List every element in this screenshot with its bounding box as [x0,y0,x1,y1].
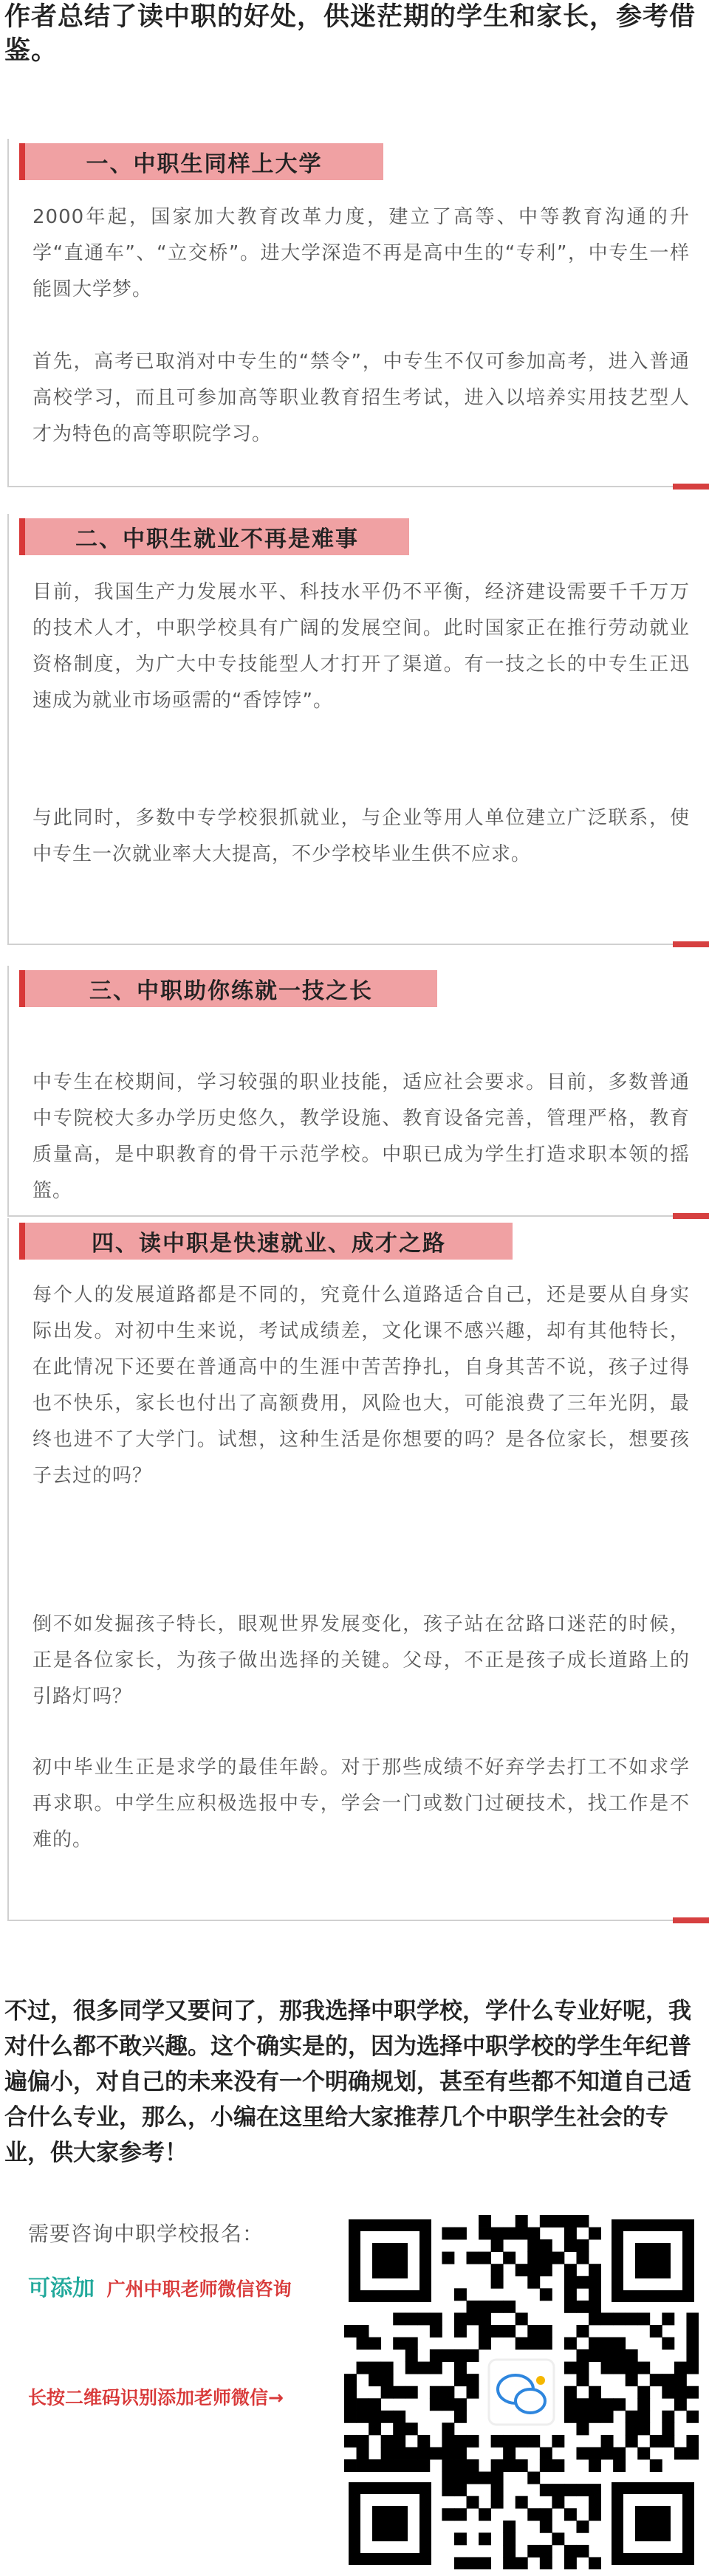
intro-text: 作者总结了读中职的好处，供迷茫期的学生和家长，参考借鉴。 [4,2,696,66]
chat-bubbles-icon [489,2360,554,2425]
section-heading: 一、中职生同样上大学 [19,143,383,180]
section-corner-accent [673,484,709,490]
section-paragraph: 倒不如发掘孩子特长，眼观世界发展变化，孩子站在岔路口迷茫的时候，正是各位家长，为孩子做出选择的关键。父母，不正是孩子成长道路上的引路灯吗？ [32,1613,690,1708]
section-paragraph: 目前，我国生产力发展水平、科技水平仍不平衡，经济建设需要千千万万的技术人才，中职学校具有广阔的发展空间。此时国家正在推行劳动就业资格制度，为广大中专技能型人才打开了渠道。有一技之长的中专生正迅速成为就业市场亟需的“香饽饽”。 [32,581,690,712]
section-paragraph: 中专生在校期间，学习较强的职业技能，适应社会要求。目前，多数普通中专院校大多办学历史悠久，教学设施、教育设备完善，管理严格，教育质量高，是中职教育的骨干示范学校。中职已成为学生打造求职本领的摇篮。 [32,1071,690,1202]
outro-text: 不过，很多同学又要问了，那我选择中职学校，学什么专业好呢，我对什么都不敢兴趣。这个确实是的，因为选择中职学校的学生年纪普遍偏小，对自己的未来没有一个明确规划，甚至有些都不知道自己适合什么专业，那么，小编在这里给大家推荐几个中职学生社会的专业，供大家参考！ [4,1998,691,2166]
section-corner-accent [673,941,709,947]
section-heading: 四、读中职是快速就业、成才之路 [19,1223,513,1260]
section-paragraph: 2000年起，国家加大教育改革力度，建立了高等、中等教育沟通的升学“直通车”、“立交桥”。进大学深造不再是高中生的“专利”，中专生一样能圆大学梦。 [32,206,690,300]
scan-hint: 长按二维码识别添加老师微信→ [28,2387,284,2408]
consult-add-label: 可添加 [28,2276,95,2301]
section-4 [7,1218,707,1921]
consult-add-line [28,2270,292,2302]
section-paragraph: 与此同时，多数中专学校狠抓就业，与企业等用人单位建立广泛联系，使中专生一次就业率大大提高，不少学校毕业生供不应求。 [32,807,690,865]
section-1 [7,139,707,487]
section-corner-accent [673,1917,709,1923]
consult-add-target: 广州中职老师微信咨询 [106,2278,292,2300]
section-3 [7,966,707,1217]
section-paragraph: 每个人的发展道路都是不同的，究竟什么道路适合自己，还是要从自身实际出发。对初中生来说，考试成绩差，文化课不感兴趣，却有其他特长，在此情况下还要在普通高中的生涯中苦苦挣扎，自身其苦不说，孩子过得也不快乐，家长也付出了高额费用，风险也大，可能浪费了三年光阴，最终也进不了大学门。试想，这种生活是你想要的吗？是各位家长，想要孩子去过的吗？ [32,1284,690,1487]
section-heading: 二、中职生就业不再是难事 [19,518,409,555]
section-paragraph: 初中毕业生正是求学的最佳年龄。对于那些成绩不好弃学去打工不如求学再求职。中学生应积极选报中专，学会一门或数门过硬技术，找工作是不难的。 [32,1756,690,1851]
consult-prompt: 需要咨询中职学校报名： [28,2222,264,2246]
section-heading: 三、中职助你练就一技之长 [19,970,437,1007]
section-2 [7,514,707,945]
section-paragraph: 首先，高考已取消对中专生的“禁令”，中专生不仅可参加高考，进入普通高校学习，而且可参加高等职业教育招生考试，进入以培养实用技艺型人才为特色的高等职院学习。 [32,351,690,445]
qr-code-icon[interactable] [344,2215,699,2569]
